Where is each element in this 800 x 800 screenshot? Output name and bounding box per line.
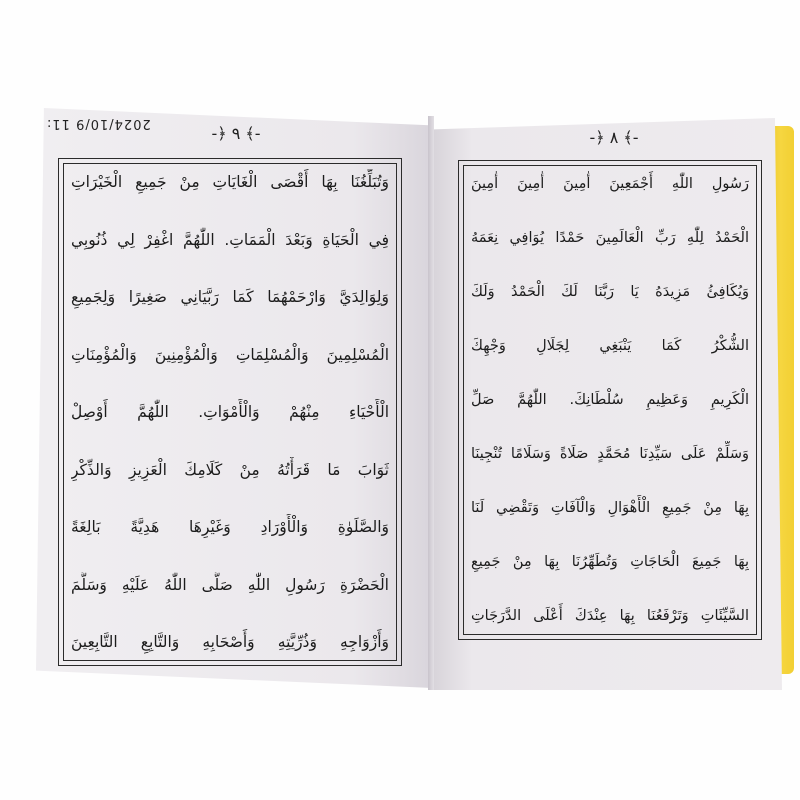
- left-page-number: -﴿ ٩ ﴾-: [211, 124, 261, 143]
- text-line: الْحَمْدُ لِلّٰهِ رَبِّ الْعَالَمِينَ حَمْدًا يُوَافِي نِعَمَهُ: [471, 230, 749, 246]
- text-line: وَلِوَالِدَيَّ وَارْحَمْهُمَا كَمَا رَبَّيَانِي صَغِيرًا وَلِجَمِيعِ: [71, 288, 389, 306]
- right-text-frame: [458, 160, 762, 640]
- text-line: وَسَلِّمْ عَلَى سَيِّدِنَا مُحَمَّدٍ صَلَاةً وَسَلَامًا تُنْجِينَا: [471, 446, 749, 462]
- left-text-block: [71, 169, 389, 655]
- text-line: ثَوَابَ مَا قَرَأْتُهُ مِنْ كَلَامِكَ الْعَزِيزِ وَالذِّكْرِ: [71, 460, 389, 479]
- photo-timestamp: 2024/10/9 11:: [46, 116, 151, 131]
- text-line: الْحَضْرَةِ رَسُولِ اللّٰهِ صَلَّى اللّٰهُ عَلَيْهِ وَسَلَّمَ: [71, 575, 389, 594]
- text-line: وَتُبَلِّغُنَا بِهَا أَقْصَى الْغَايَاتِ مِنْ جَمِيعِ الْخَيْرَاتِ: [71, 173, 389, 191]
- text-line: الْأَحْيَاءِ مِنْهُمْ وَالْأَمْوَاتِ. اللّٰهُمَّ أَوْصِلْ: [71, 403, 389, 421]
- text-line: الشُّكْرُ كَمَا يَنْبَغِي لِجَلَالِ وَجْهِكَ: [471, 338, 749, 354]
- text-line: فِي الْحَيَاةِ وَبَعْدَ الْمَمَاتِ. اللّٰهُمَّ اغْفِرْ لِي ذُنُوبِي: [71, 230, 389, 249]
- left-text-frame: [58, 158, 402, 666]
- text-line: رَسُولِ اللّٰهِ أَجْمَعِينَ أٰمِينَ أٰمِينَ أٰمِينَ: [471, 176, 749, 192]
- right-text-block: [471, 171, 749, 629]
- text-line: وَيُكَافِئُ مَزِيدَهُ يَا رَبَّنَا لَكَ الْحَمْدُ وَلَكَ: [471, 284, 749, 300]
- text-line: بِهَا مِنْ جَمِيعِ الْأَهْوَالِ وَالْآفَاتِ وَتَقْضِي لَنَا: [471, 500, 749, 516]
- text-line: بِهَا جَمِيعَ الْحَاجَاتِ وَتُطَهِّرُنَا بِهَا مِنْ جَمِيعِ: [471, 554, 749, 570]
- text-line: وَالصَّلَوٰةِ وَالْأَوْرَادِ وَغَيْرِهَا هَدِيَّةً بَالِغَةً: [71, 518, 389, 536]
- book-gutter: [428, 116, 434, 690]
- text-line: وَأَزْوَاجِهِ وَذُرِّيَّتِهِ وَأَصْحَابِهِ وَالتَّابِعِ التَّابِعِينَ: [71, 633, 389, 651]
- text-line: الْمُسْلِمِينَ وَالْمُسْلِمَاتِ وَالْمُؤْمِنِينَ وَالْمُؤْمِنَاتِ: [71, 345, 389, 364]
- right-page-number: -﴿ ٨ ﴾-: [589, 128, 639, 147]
- text-line: الْكَرِيمِ وَعَظِيمِ سُلْطَانِكَ. اللّٰهُمَّ صَلِّ: [471, 392, 749, 408]
- text-line: السَّيِّئَاتِ وَتَرْفَعُنَا بِهَا عِنْدَكَ أَعْلَى الدَّرَجَاتِ: [471, 608, 749, 624]
